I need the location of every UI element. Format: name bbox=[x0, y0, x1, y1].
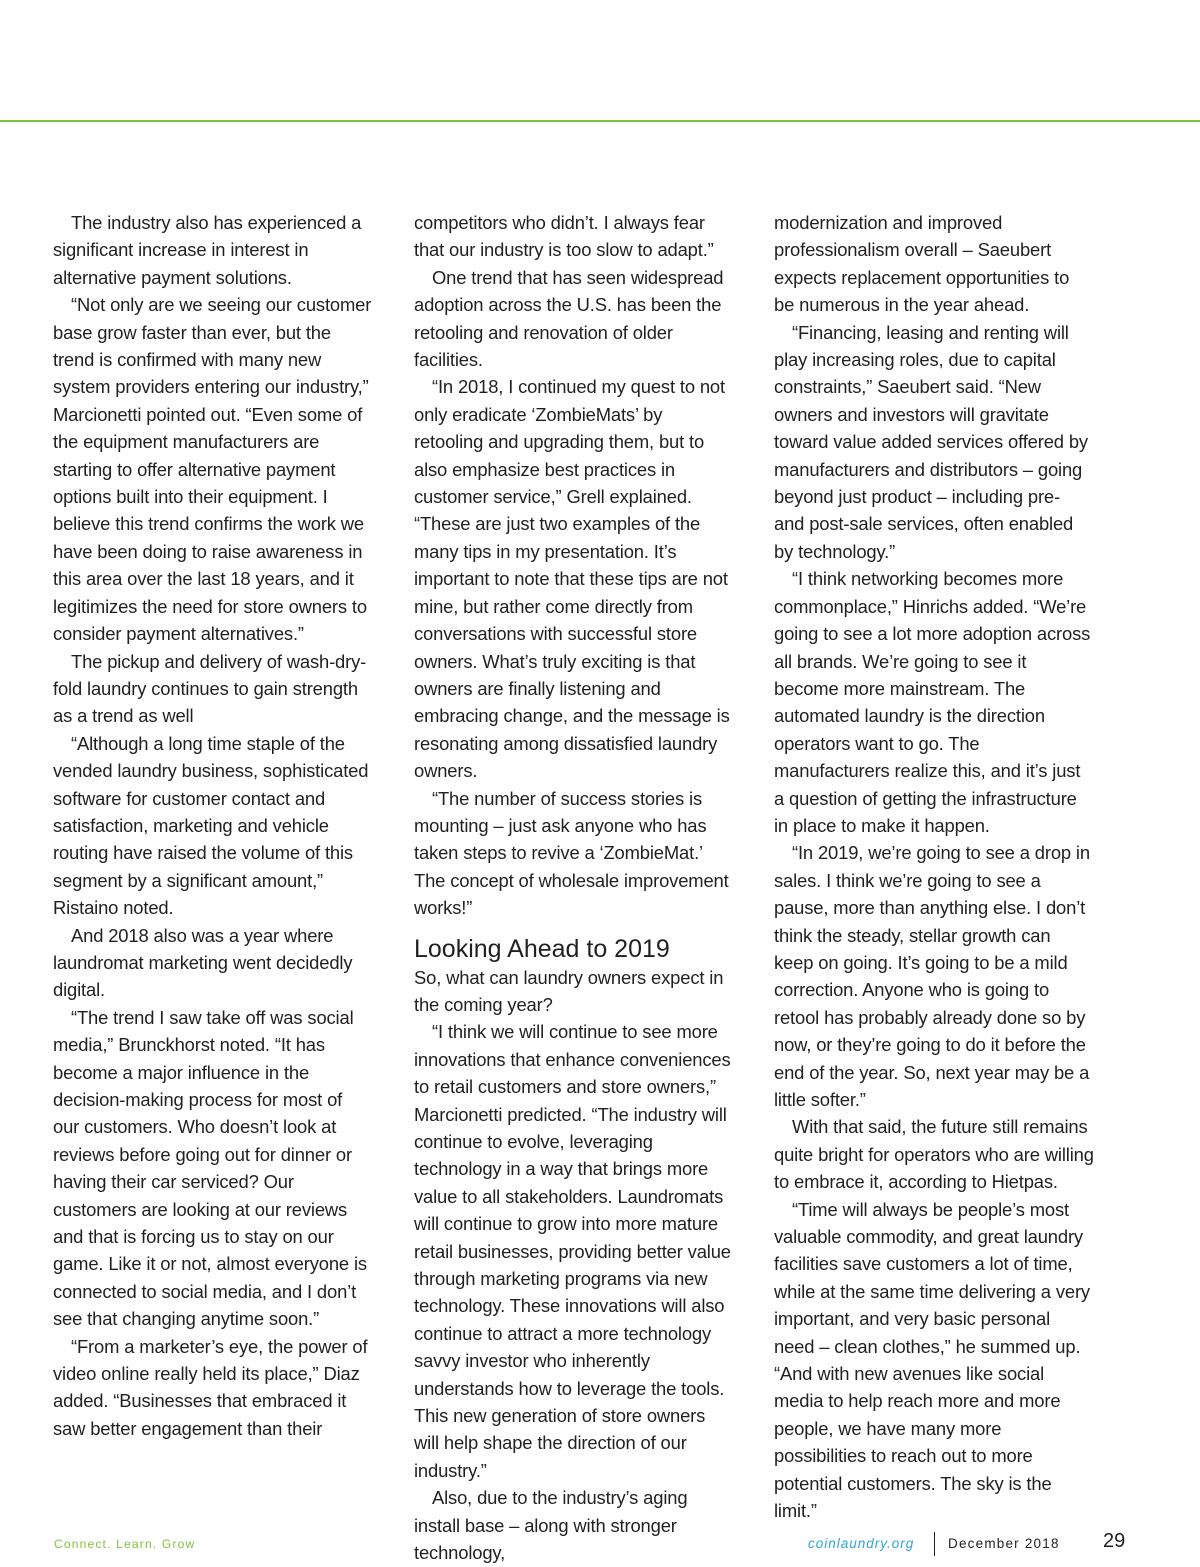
paragraph: “Not only are we seeing our customer base grow faster than ever, but the trend is confirmed with many new system providers entering our industry,” Marcionetti pointed out. “Even some of the equipment manufacturers are starting to offer alternative payment options built into their equipment. I believe this trend confirms the work we have been doing to raise awareness in this area over the last 18 years, and it legitimizes the need for store owners to consider payment alternatives.” bbox=[53, 294, 372, 645]
footer-tagline: Connect. Learn. Grow bbox=[54, 1537, 196, 1551]
paragraph: So, what can laundry owners expect in the coming year? bbox=[414, 966, 724, 1015]
paragraph: Also, due to the industry’s aging install base – along with stronger technology, bbox=[414, 1487, 688, 1564]
article-column-2 bbox=[414, 209, 734, 1567]
paragraph: One trend that has seen widespread adoption across the U.S. has been the retooling and renovation of older facilities. bbox=[414, 266, 724, 371]
paragraph: “The number of success stories is mounting – just ask anyone who has taken steps to revive a ‘ZombieMat.’ The concept of wholesale improvement works!” bbox=[414, 787, 729, 919]
paragraph: modernization and improved professionalism overall – Saeubert expects replacement opportunities to be numerous in the year ahead. bbox=[774, 212, 1070, 316]
section-heading: Looking Ahead to 2019 bbox=[414, 934, 670, 963]
page-number: 29 bbox=[1103, 1530, 1126, 1552]
footer-site-link[interactable]: coinlaundry.org bbox=[808, 1536, 915, 1551]
paragraph: “From a marketer’s eye, the power of video online really held its place,” Diaz added. “Businesses that embraced it saw better engagement than their bbox=[53, 1335, 368, 1439]
paragraph: With that said, the future still remains quite bright for operators who are willing to embrace it, according to Hietpas. bbox=[774, 1116, 1094, 1193]
paragraph: And 2018 also was a year where laundromat marketing went decidedly digital. bbox=[53, 924, 353, 1001]
paragraph: “Financing, leasing and renting will play increasing roles, due to capital constraints,” Saeubert said. “New owners and investors will gravitate toward value added services offered by manufacturers and distributors – going beyond just product – including pre- and post-sale services, often enabled by technology.” bbox=[774, 321, 1088, 562]
paragraph: “Although a long time staple of the vended laundry business, sophisticated software for customer contact and satisfaction, marketing and vehicle routing have raised the volume of this segment by a significant amount,” Ristaino noted. bbox=[53, 732, 369, 919]
paragraph: The industry also has experienced a significant increase in interest in alternative payment solutions. bbox=[53, 212, 362, 288]
paragraph: “I think we will continue to see more innovations that enhance conveniences to retail customers and store owners,” Marcionetti predicted. “The industry will continue to evolve, leveraging technology in a way that brings more value to all stakeholders. Laundromats will continue to grow into more mature retail businesses, providing better value through marketing programs via new technology. These innovations will also continue to attract a more technology savvy investor who inherently understands how to leverage the tools. This new generation of store owners will help shape the direction of our industry.” bbox=[414, 1021, 731, 1481]
header-rule bbox=[0, 120, 1200, 122]
paragraph: competitors who didn’t. I always fear that our industry is too slow to adapt.” bbox=[414, 212, 714, 261]
footer-date: December 2018 bbox=[948, 1536, 1060, 1551]
paragraph: “In 2018, I continued my quest to not only eradicate ‘ZombieMats’ by retooling and upgrading them, but to also emphasize best practices in customer service,” Grell explained. “These are just two examples of the many tips in my presentation. It’s important to note that these tips are not mine, but rather come directly from conversations with successful store owners. What’s truly exciting is that owners are finally listening and embracing change, and the message is resonating among dissatisfied laundry owners. bbox=[414, 376, 730, 782]
paragraph: “The trend I saw take off was social media,” Brunckhorst noted. “It has become a major influence in the decision-making process for most of our customers. Who doesn’t look at reviews before going out for dinner or having their car serviced? Our customers are looking at our reviews and that is forcing us to stay on our game. Like it or not, almost everyone is connected to social media, and I don’t see that changing anytime soon.” bbox=[53, 1006, 367, 1330]
paragraph: “I think networking becomes more commonplace,” Hinrichs added. “We’re going to see a lot more adoption across all brands. We’re going to see it become more mainstream. The automated laundry is the direction operators want to go. The manufacturers realize this, and it’s just a question of getting the infrastructure in place to make it happen. bbox=[774, 568, 1091, 836]
footer-divider bbox=[934, 1532, 935, 1556]
paragraph: The pickup and delivery of wash-dry-fold laundry continues to gain strength as a trend as well bbox=[53, 650, 367, 727]
article-column-1 bbox=[53, 209, 373, 1442]
paragraph: “In 2019, we’re going to see a drop in sales. I think we’re going to see a pause, more than anything else. I don’t think the steady, stellar growth can keep on going. It’s going to be a mild correction. Anyone who is going to retool has probably already done so by now, or they’re going to do it before the end of the year. So, next year may be a little softer.” bbox=[774, 842, 1090, 1110]
article-column-3 bbox=[774, 209, 1094, 1525]
paragraph: “Time will always be people’s most valuable commodity, and great laundry facilities save customers a lot of time, while at the same time delivering a very important, and very basic personal need – clean clothes,” he summed up. “And with new avenues like social media to help reach more and more people, we have many more possibilities to reach out to more potential customers. The sky is the limit.” bbox=[774, 1198, 1090, 1522]
